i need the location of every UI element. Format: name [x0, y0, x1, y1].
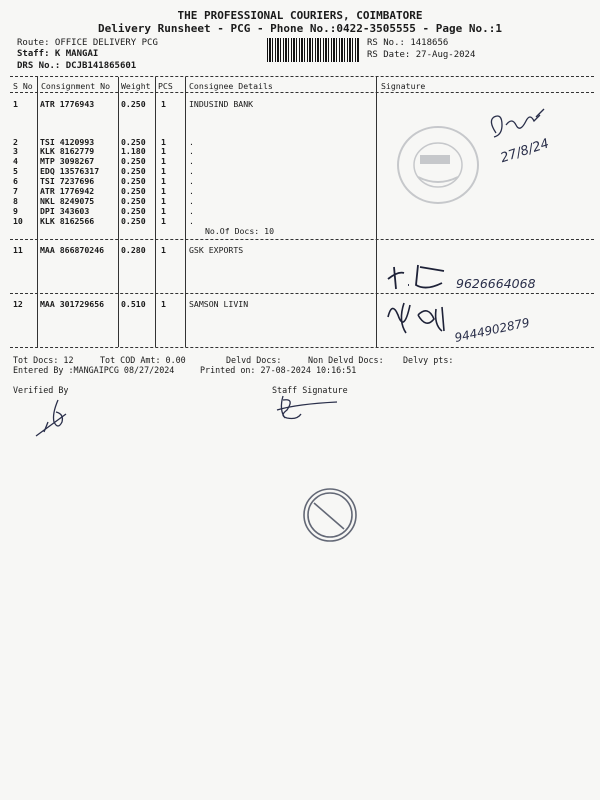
cell-sno: 9: [13, 206, 18, 216]
col-divider: [376, 77, 377, 347]
col-header-consignee: Consignee Details: [189, 81, 273, 91]
cell-weight: 0.250: [121, 99, 146, 109]
cell-sno: 2: [13, 137, 18, 147]
cell-sno: 7: [13, 186, 18, 196]
col-divider: [185, 77, 186, 347]
signature-3-icon: [388, 303, 444, 333]
cell-consignee: .: [189, 156, 194, 166]
cell-consignee: .: [189, 186, 194, 196]
rs-date: RS Date: 27-Aug-2024: [367, 50, 476, 60]
col-header-pcs: PCS: [158, 81, 173, 91]
cell-consignee: .: [189, 146, 194, 156]
cell-consignment: TSI 4120993: [40, 137, 95, 147]
cell-consignment: KLK 8162779: [40, 146, 95, 156]
cell-weight: 0.250: [121, 206, 146, 216]
cell-consignee: .: [189, 176, 194, 186]
cell-consignee: .: [189, 166, 194, 176]
cell-weight: 0.250: [121, 166, 146, 176]
cell-weight: 0.250: [121, 186, 146, 196]
printed-on: Printed on: 27-08-2024 10:16:51: [200, 365, 357, 375]
cell-pcs: 1: [161, 186, 166, 196]
cell-weight: 0.280: [121, 245, 146, 255]
table-bottom-rule: [10, 347, 594, 348]
cell-weight: 0.250: [121, 176, 146, 186]
delivery-stamp-icon: [398, 127, 478, 203]
tot-cod-amt: Tot COD Amt: 0.00: [100, 355, 186, 365]
delvy-pts: Delvy pts:: [403, 355, 454, 365]
staff-label: Staff: K MANGAI: [17, 49, 99, 59]
col-divider: [155, 77, 156, 347]
cell-pcs: 1: [161, 216, 166, 226]
cell-weight: 0.250: [121, 156, 146, 166]
cell-weight: 0.510: [121, 299, 146, 309]
verified-by-label: Verified By: [13, 385, 69, 395]
table-top-rule: [10, 76, 594, 77]
signature-3-phone: 9444902879: [453, 315, 531, 345]
signature-2-icon: [388, 265, 444, 289]
tpc-pcg-stamp-icon: [300, 485, 360, 545]
cell-consignment: KLK 8162566: [40, 216, 95, 226]
staff-signature-label: Staff Signature: [272, 385, 348, 395]
cell-consignee: .: [189, 137, 194, 147]
cell-consignee: GSK EXPORTS: [189, 245, 244, 255]
cell-consignment: NKL 8249075: [40, 196, 95, 206]
cell-consignee: .: [189, 216, 194, 226]
delvd-docs: Delvd Docs:: [226, 355, 282, 365]
company-title: THE PROFESSIONAL COURIERS, COIMBATORE: [177, 9, 423, 22]
entered-by: Entered By :MANGAIPCG 08/27/2024: [13, 365, 175, 375]
non-delvd-docs: Non Delvd Docs:: [308, 355, 384, 365]
signature-1-date: 27/8/24: [498, 136, 552, 167]
cell-consignee: .: [189, 206, 194, 216]
cell-sno: 5: [13, 166, 18, 176]
cell-pcs: 1: [161, 156, 166, 166]
col-header-weight: Weight: [121, 81, 151, 91]
cell-consignment: MAA 301729656: [40, 299, 105, 309]
cell-consignee: .: [189, 196, 194, 206]
cell-consignee: SAMSON LIVIN: [189, 299, 249, 309]
barcode: [267, 38, 359, 62]
cell-pcs: 1: [161, 146, 166, 156]
rs-number: RS No.: 1418656: [367, 38, 449, 48]
cell-sno: 10: [13, 216, 23, 226]
cell-pcs: 1: [161, 196, 166, 206]
signature-area: [378, 95, 596, 345]
tot-docs: Tot Docs: 12: [13, 355, 74, 365]
col-divider: [37, 77, 38, 347]
cell-consignment: MTP 3098267: [40, 156, 95, 166]
cell-sno: 4: [13, 156, 18, 166]
cell-sno: 8: [13, 196, 18, 206]
cell-sno: 11: [13, 245, 23, 255]
cell-pcs: 1: [161, 299, 166, 309]
cell-sno: 6: [13, 176, 18, 186]
cell-pcs: 1: [161, 137, 166, 147]
drs-number: DRS No.: DCJB141865601: [17, 61, 137, 71]
verified-signature-icon: [30, 396, 80, 441]
route-label: Route: OFFICE DELIVERY PCG: [17, 38, 158, 48]
cell-consignee: INDUSIND BANK: [189, 99, 254, 109]
cell-consignment: EDQ 13576317: [40, 166, 100, 176]
cell-weight: 0.250: [121, 137, 146, 147]
staff-signature-icon: [275, 392, 345, 432]
col-header-sno: S No: [13, 81, 33, 91]
col-divider: [118, 77, 119, 347]
cell-sno: 12: [13, 299, 23, 309]
cell-pcs: 1: [161, 166, 166, 176]
cell-sno: 1: [13, 99, 18, 109]
cell-pcs: 1: [161, 206, 166, 216]
cell-pcs: 1: [161, 176, 166, 186]
no-of-docs: No.Of Docs: 10: [205, 226, 275, 236]
cell-consignment: TSI 7237696: [40, 176, 95, 186]
col-header-signature: Signature: [381, 81, 426, 91]
col-header-consignment: Consignment No: [41, 81, 111, 91]
cell-pcs: 1: [161, 99, 166, 109]
cell-consignment: ATR 1776942: [40, 186, 95, 196]
table-header-rule: [10, 92, 594, 93]
cell-sno: 3: [13, 146, 18, 156]
cell-weight: 0.250: [121, 216, 146, 226]
signature-1-icon: [491, 109, 544, 137]
cell-consignment: ATR 1776943: [40, 99, 95, 109]
cell-pcs: 1: [161, 245, 166, 255]
cell-weight: 0.250: [121, 196, 146, 206]
cell-weight: 1.180: [121, 146, 146, 156]
runsheet-subtitle: Delivery Runsheet - PCG - Phone No.:0422-3505555 - Page No.:1: [98, 22, 502, 35]
cell-consignment: DPI 343603: [40, 206, 90, 216]
signature-2-phone: 9626664068: [456, 276, 536, 291]
cell-consignment: MAA 866870246: [40, 245, 105, 255]
